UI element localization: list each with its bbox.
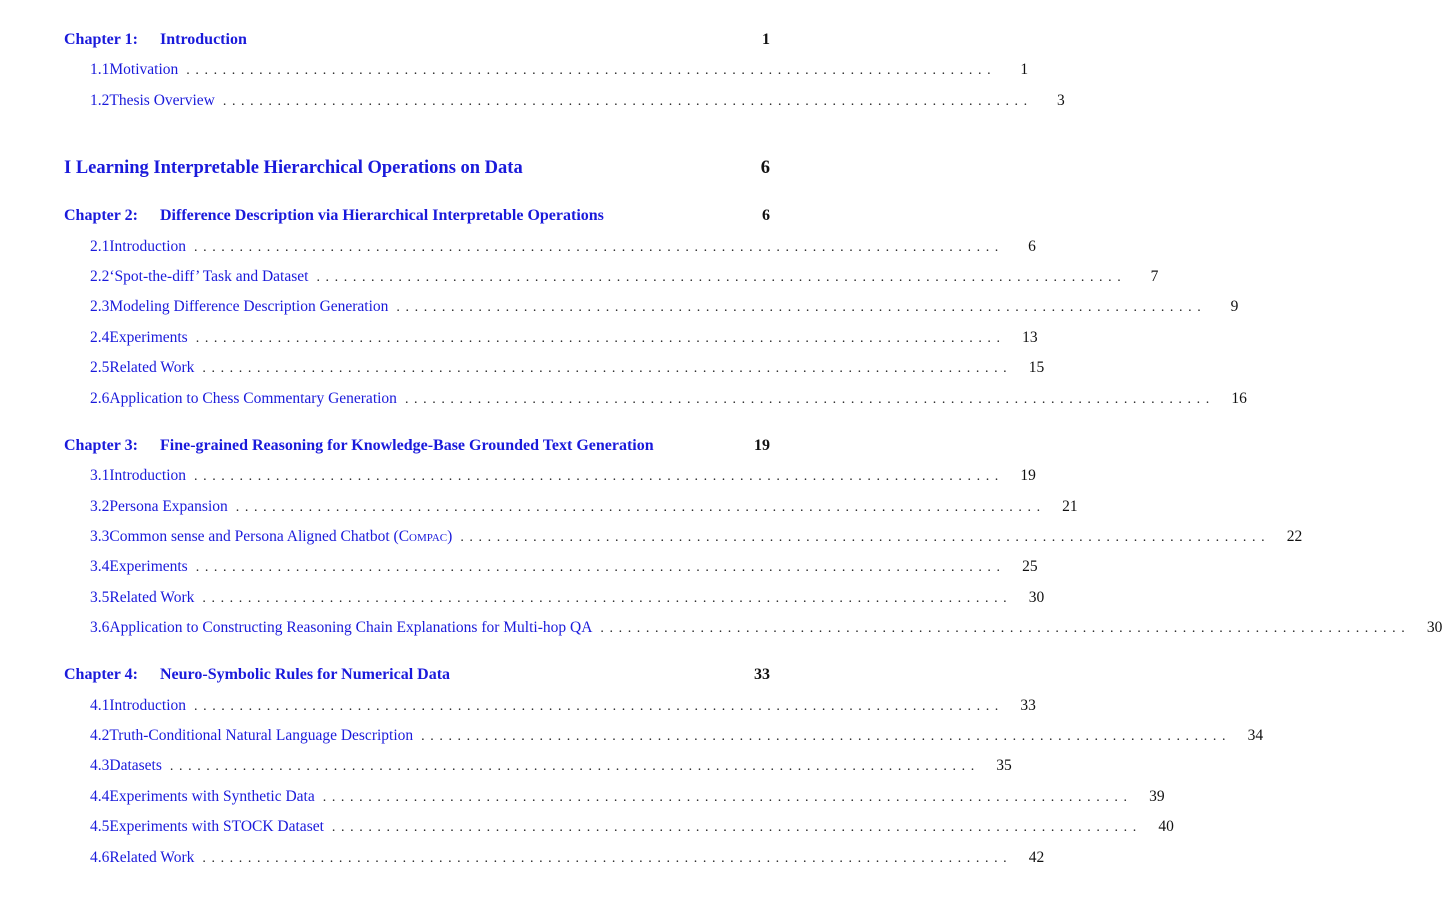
page-number: 1 [1020,61,1029,78]
section-title[interactable]: Truth-Conditional Natural Language Description [109,727,414,744]
dot-leader: ......................................................................................... [222,94,1033,109]
section-number: 2.4 [90,329,110,346]
chapter-title[interactable]: Fine-grained Reasoning for Knowledge-Base Grounded Text Generation [160,437,654,454]
section-number: 3.4 [90,558,110,575]
toc-section-4-6[interactable] [90,846,1045,870]
page-number: 19 [754,437,770,454]
section-title[interactable]: Motivation [109,61,179,78]
page-number: 19 [1020,467,1036,484]
dot-leader: ......................................................................................... [194,240,1004,255]
section-title[interactable]: Related Work [109,589,195,606]
section-number: 4.6 [90,849,110,866]
section-title[interactable] [109,525,452,549]
page-number: 6 [760,158,770,178]
page-number: 33 [754,666,770,683]
page-number: 33 [1020,697,1036,714]
section-title[interactable]: Thesis Overview [109,92,215,109]
dot-leader: ......................................................................................... [235,500,1046,515]
section-number: 1.2 [90,92,110,109]
page-number: 15 [1028,359,1045,376]
section-number: 3.6 [90,619,110,636]
section-number: 2.6 [90,390,110,407]
section-title[interactable]: Application to Chess Commentary Generation [109,390,397,407]
section-number: 2.1 [90,238,110,255]
toc-chapter-3[interactable] [64,434,770,458]
dot-leader: ......................................................................................... [202,361,1013,376]
section-title[interactable]: Introduction [109,467,186,484]
toc-section-2-5[interactable] [90,356,1045,380]
section-title[interactable]: Modeling Difference Description Generation [109,298,389,315]
toc-section-2-1[interactable] [90,235,1036,259]
dot-leader: ......................................................................................... [194,699,1004,714]
page-number: 7 [1150,268,1159,285]
page-number: 3 [1057,92,1065,109]
toc-section-1-2[interactable] [90,89,1065,113]
section-number: 4.4 [90,788,110,805]
chapter-title[interactable]: Introduction [160,31,247,48]
section-number: 4.2 [90,727,110,744]
chapter-label: Chapter 1: [64,31,138,48]
toc-section-3-4[interactable] [90,555,1038,579]
chapter-title[interactable]: Difference Description via Hierarchical Interpretable Operations [160,207,604,224]
section-title-suffix: ) [447,528,453,545]
page-number: 9 [1230,298,1239,315]
chapter-title[interactable]: Neuro-Symbolic Rules for Numerical Data [160,666,451,683]
toc-section-4-1[interactable] [90,694,1036,718]
toc-section-2-3[interactable] [90,295,1239,319]
page-number: 30 [1426,619,1442,636]
section-number: 3.1 [90,467,110,484]
toc-section-1-1[interactable] [90,58,1029,82]
page-number: 40 [1158,818,1174,835]
section-title[interactable]: Introduction [109,238,186,255]
section-title-acronym: Compac [398,528,448,545]
dot-leader: ......................................................................................... [195,560,1006,575]
part-title[interactable]: I Learning Interpretable Hierarchical Operations on Data [64,158,523,178]
toc-section-3-6[interactable] [90,616,1442,640]
page-number: 35 [996,757,1012,774]
section-number: 4.3 [90,757,110,774]
section-title[interactable]: Application to Constructing Reasoning Chain Explanations for Multi-hop QA [109,619,593,636]
section-title[interactable]: Experiments [109,558,188,575]
toc-section-2-4[interactable] [90,326,1038,350]
page-number: 39 [1149,788,1165,805]
dot-leader: ......................................................................................... [404,392,1215,407]
page-number: 42 [1028,849,1045,866]
toc-section-3-5[interactable] [90,586,1045,610]
toc-part-1[interactable] [64,156,770,180]
section-number: 3.5 [90,589,110,606]
toc-chapter-1[interactable] [64,28,770,52]
section-title[interactable]: ‘Spot-the-diff’ Task and Dataset [109,268,309,285]
dot-leader: ......................................................................................... [194,469,1004,484]
toc-section-3-1[interactable] [90,464,1036,488]
toc-section-2-6[interactable] [90,387,1247,411]
toc-section-3-2[interactable] [90,495,1078,519]
page-number: 22 [1286,528,1303,545]
dot-leader: ......................................................................................... [396,300,1207,315]
dot-leader: ......................................................................................... [331,820,1142,835]
section-number: 2.3 [90,298,110,315]
toc-chapter-4[interactable] [64,663,770,687]
page-number: 34 [1247,727,1264,744]
section-number: 1.1 [90,61,110,78]
chapter-label: Chapter 4: [64,666,138,683]
section-number: 3.3 [90,528,110,545]
page-number: 6 [762,207,770,224]
dot-leader: ......................................................................................... [460,530,1271,545]
toc-section-4-2[interactable] [90,724,1264,748]
section-number: 4.5 [90,818,110,835]
dot-leader: ......................................................................................... [169,759,980,774]
toc-section-4-3[interactable] [90,754,1012,778]
section-title-prefix: Common sense and Persona Aligned Chatbot ( [109,528,399,545]
dot-leader: ......................................................................................... [202,591,1013,606]
section-title[interactable]: Introduction [109,697,186,714]
page-number: 6 [1028,238,1036,255]
page-number: 1 [762,31,770,48]
page-number: 21 [1062,498,1078,515]
page-number: 25 [1022,558,1038,575]
dot-leader: ......................................................................................... [186,63,997,78]
page-number: 16 [1231,390,1247,407]
dot-leader: ......................................................................................... [195,331,1006,346]
dot-leader: ......................................................................................... [202,851,1013,866]
section-title[interactable]: Persona Expansion [109,498,228,515]
dot-leader: ......................................................................................... [322,790,1133,805]
page-number: 13 [1022,329,1038,346]
toc-section-4-5[interactable] [90,815,1174,839]
section-title[interactable]: Related Work [109,849,195,866]
chapter-label: Chapter 2: [64,207,138,224]
section-title[interactable]: Experiments with STOCK Dataset [109,818,324,835]
section-title[interactable]: Experiments [109,329,188,346]
toc-chapter-2[interactable] [64,204,770,228]
page-number: 30 [1028,589,1045,606]
toc-section-4-4[interactable] [90,785,1165,809]
toc-section-2-2[interactable] [90,265,1159,289]
section-number: 2.2 [90,268,110,285]
section-title[interactable]: Datasets [109,757,162,774]
dot-leader: ......................................................................................... [316,270,1127,285]
section-number: 4.1 [90,697,110,714]
section-title[interactable]: Experiments with Synthetic Data [109,788,315,805]
dot-leader: ......................................................................................... [600,621,1411,636]
section-number: 3.2 [90,498,110,515]
toc-section-3-3[interactable] [90,525,1303,549]
chapter-label: Chapter 3: [64,437,138,454]
section-title[interactable]: Related Work [109,359,195,376]
dot-leader: ......................................................................................... [421,729,1232,744]
section-number: 2.5 [90,359,110,376]
